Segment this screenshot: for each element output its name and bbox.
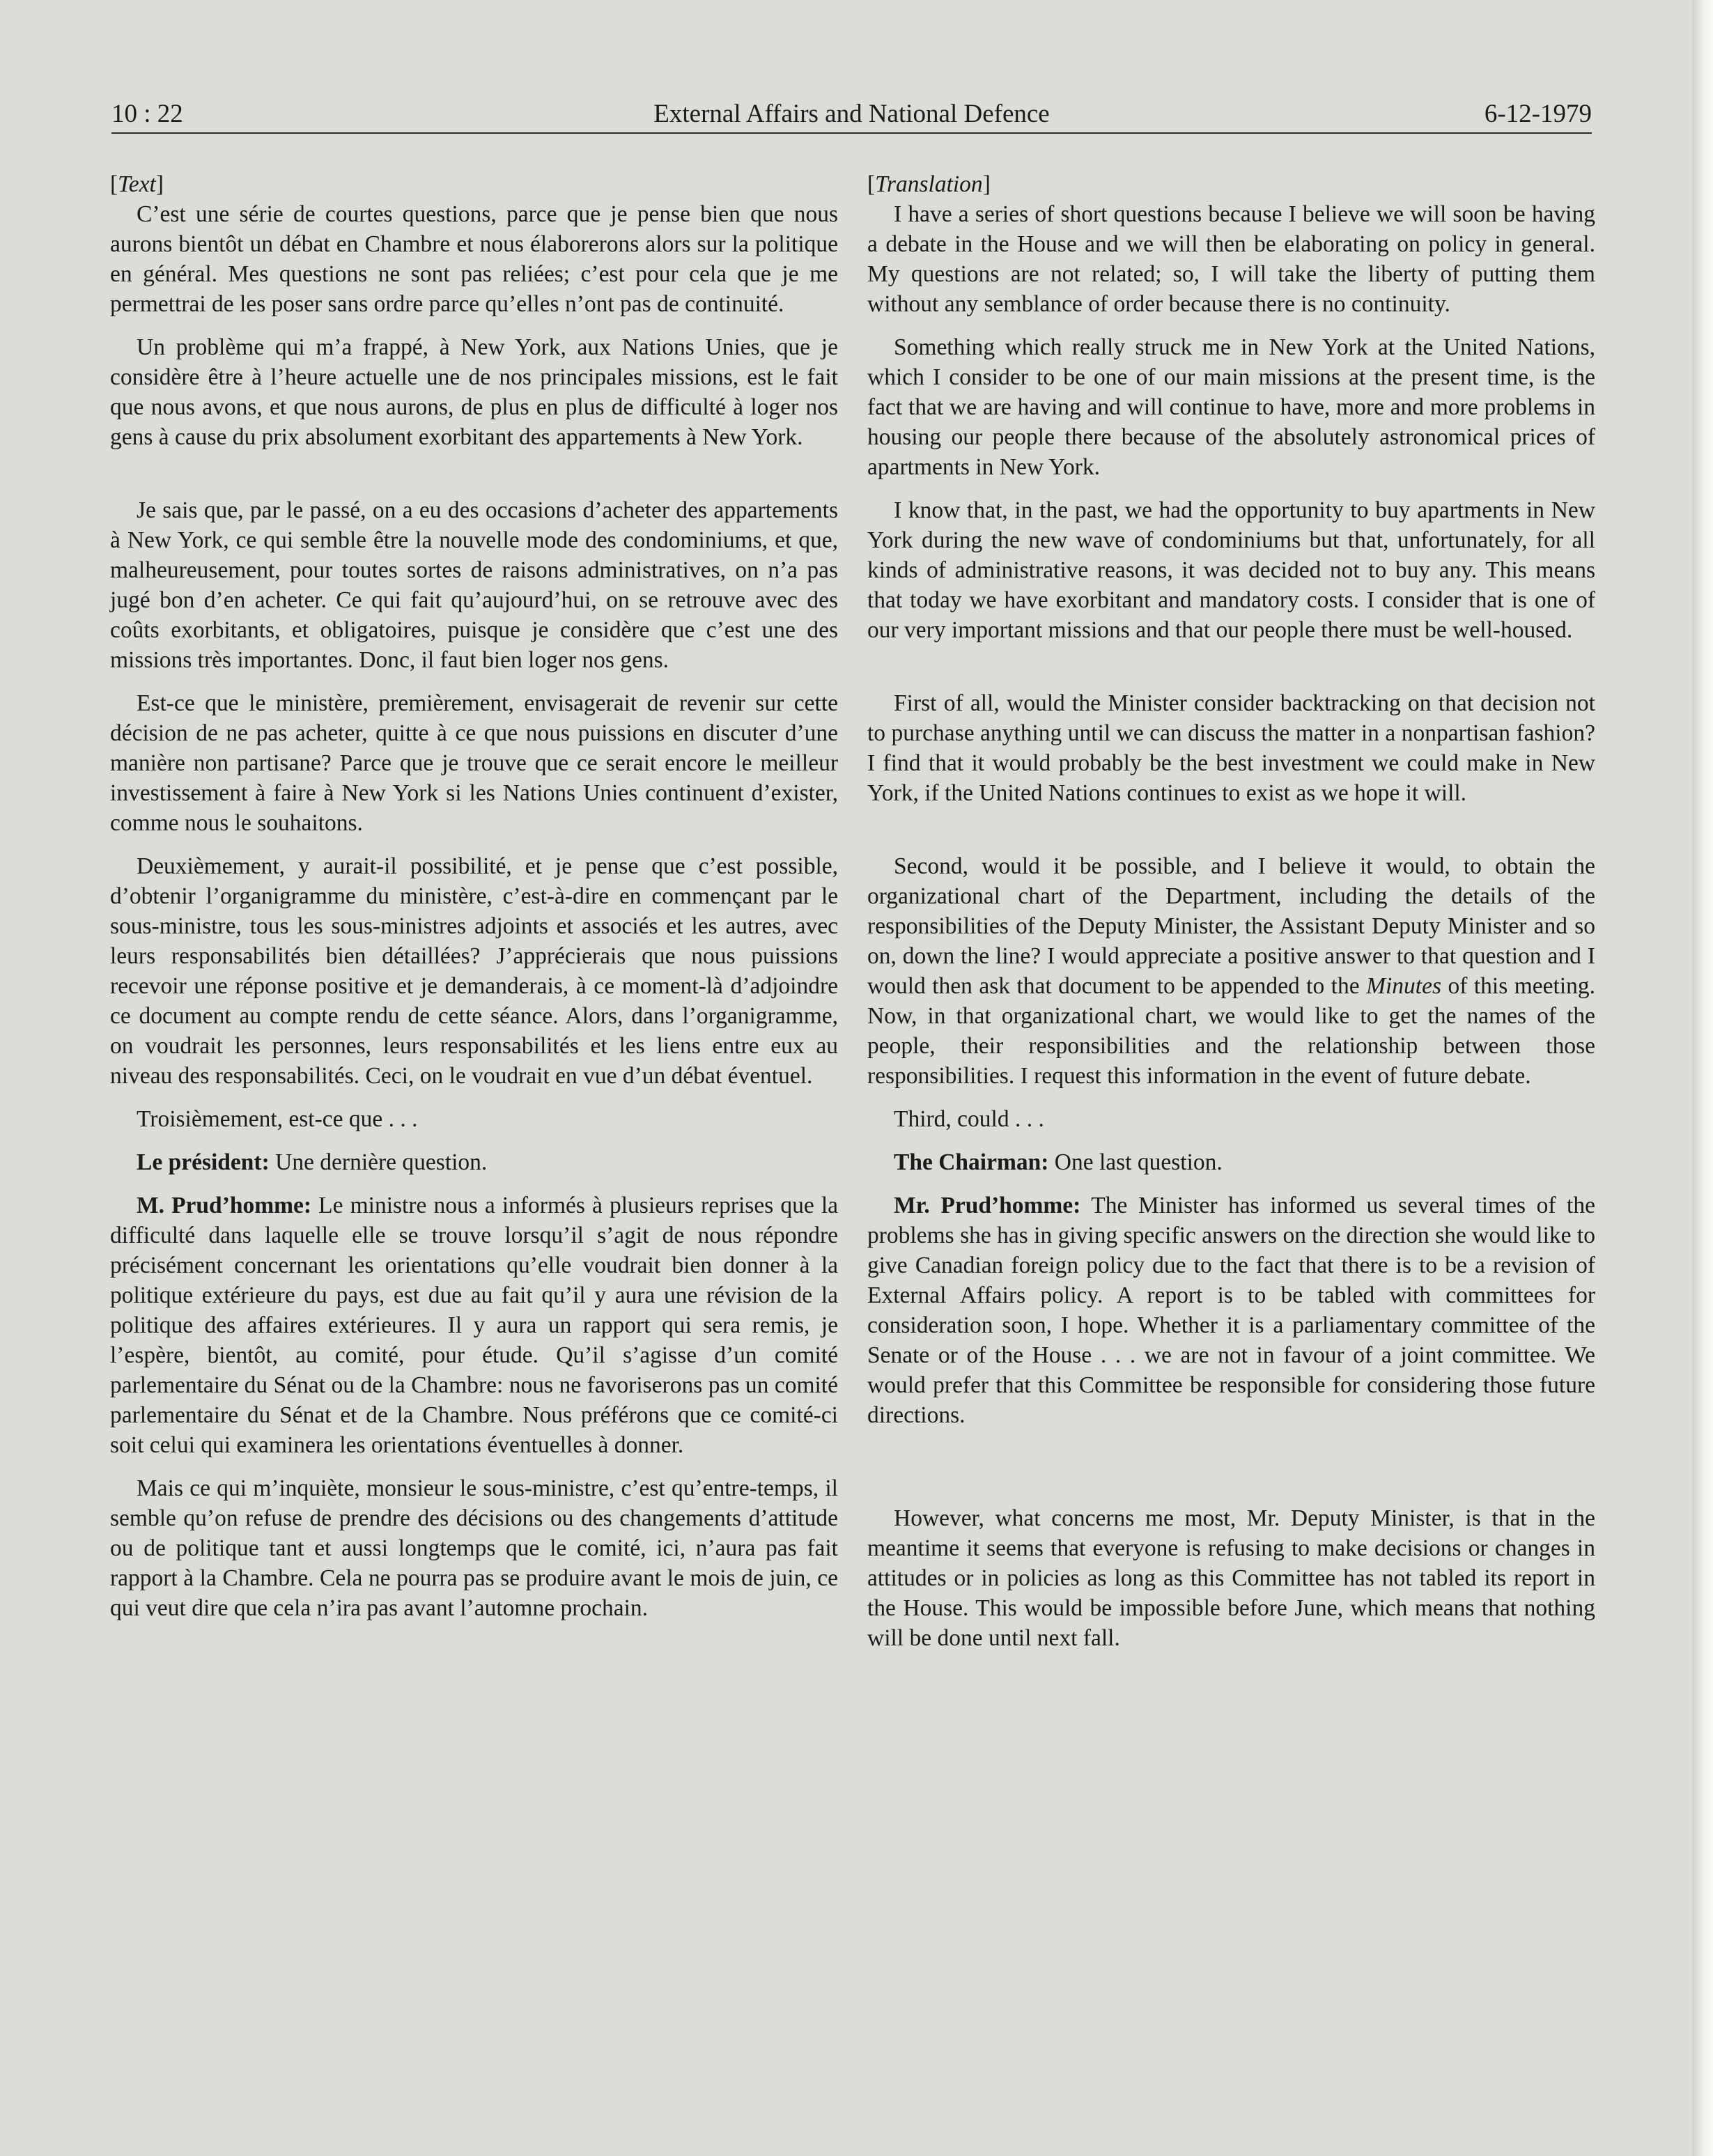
paragraph-text: Second, would it be possible, and I believe it would, to obtain the organizational chart of the Department, including the details of the responsibilities of the Deputy Minister, the Assistant Deputy Minister and so on, down the line? I would appreciate a positive answer to that question and I would then ask that document to be appended to the <box>867 853 1595 999</box>
paragraph: First of all, would the Minister consider backtracking on that decision not to purchase anything until we can discuss the matter in a nonpartisan fashion? I find that it would probably be the best investment we could make in New York, if the United Nations continues to exist as we hope it will. <box>867 690 1595 806</box>
speaker-name: Mr. Prud’homme: <box>894 1193 1081 1218</box>
speaker-text: One last question. <box>1048 1149 1223 1175</box>
paragraph: Un problème qui m’a frappé, à New York, aux Nations Unies, que je considère être à l’heure actuelle une de nos principales missions, est le fait que nous avons, et que nous aurons, de plus en plus de difficulté à loger nos gens à cause du prix absolument exorbitant des appartements à New York. <box>110 334 838 450</box>
paragraph: I have a series of short questions because I believe we will soon be having a debate in the House and we will then be elaborating on policy in general. My questions are not related; so, I will take the liberty of putting them without any semblance of order because there is no continuity. <box>867 201 1595 317</box>
header-title: External Affairs and National Defence <box>653 100 1050 128</box>
speaker-paragraph <box>110 1147 838 1177</box>
speaker-text: Une dernière question. <box>269 1149 488 1175</box>
paragraph: I know that, in the past, we had the opportunity to buy apartments in New York during the new wave of condominiums but that, unfortunately, for all kinds of administrative reasons, it was decided not to buy any. This means that today we have exorbitant and mandatory costs. I consider that is one of our very important missions and that our people there must be well-housed. <box>867 497 1595 643</box>
column-tag: [Translation] <box>867 171 991 197</box>
running-header <box>111 96 1592 134</box>
speaker-paragraph <box>867 1147 1595 1177</box>
header-date: 6-12-1979 <box>1484 100 1592 128</box>
paragraph: Troisièmement, est-ce que . . . <box>137 1106 418 1132</box>
speaker-text: Le ministre nous a informés à plusieurs reprises que la difficulté dans laquelle elle se trouve lorsqu’il s’agit de nous répondre précisément concernant les orientations qu’elle voudrait bien donner à la politique extérieure du pays, est due au fait qu’il y aura une révision de la politique des affaires extérieures. Il y aura un rapport qui sera remis, je l’espère, bientôt, au comité, pour étude. Qu’il s’agisse d’un comité parlementaire du Sénat ou de la Chambre: nous ne favoriserons pas un comité parlementaire du Sénat et de la Chambre. Nous préférons que ce comité-ci soit celui qui examinera les orientations éventuelles à donner. <box>110 1193 838 1458</box>
speaker-name: Le président: <box>137 1149 270 1175</box>
page-number: 10 : 22 <box>111 100 183 128</box>
speaker-text: The Minister has informed us several times of the problems she has in giving specific answers on the direction she would like to give Canadian foreign policy due to the fact that there is to be a revision of External Affairs policy. A report is to be tabled with committees for consideration soon, I hope. Whether it is a parliamentary committee of the Senate or of the House . . . we are not in favour of a joint committee. We would prefer that this Committee be responsible for considering those future directions. <box>867 1193 1595 1428</box>
paragraph: Deuxièmement, y aurait-il possibilité, et je pense que c’est possible, d’obtenir l’organigramme du ministère, c’est-à-dire en commençant par le sous-ministre, tous les sous-ministres adjoints et associés et les autres, avec leurs responsabilités bien détaillées? J’apprécierais que nous puissions recevoir une réponse positive et je demanderais, à ce moment-là d’adjoindre ce document au compte rendu de cette séance. Alors, dans l’organigramme, on voudrait les personnes, leurs responsabilités et les liens entre eux au niveau des responsabilités. Ceci, on le voudrait en vue d’un débat éventuel. <box>110 853 838 1089</box>
french-column <box>110 169 838 1980</box>
paragraph <box>867 851 1595 1091</box>
speaker-paragraph <box>110 1191 838 1460</box>
paragraph: Something which really struck me in New York at the United Nations, which I consider to be one of our main missions at the present time, is the fact that we are having and will continue to have, more and more problems in housing our people there because of the absolutely astronomical prices of apartments in New York. <box>867 334 1595 480</box>
paragraph-text: of this meeting. Now, in that organizational chart, we would like to get the names of the people, their responsibilities and the relationship between those responsibilities. I request this information in the event of future debate. <box>867 973 1595 1089</box>
speaker-name: M. Prud’homme: <box>137 1193 312 1218</box>
english-column <box>867 169 1595 1980</box>
speaker-paragraph <box>867 1191 1595 1430</box>
speaker-name: The Chairman: <box>894 1149 1049 1175</box>
page-edge <box>1692 0 1713 2156</box>
paragraph: Third, could . . . <box>894 1106 1044 1132</box>
paragraph: Je sais que, par le passé, on a eu des occasions d’acheter des appartements à New York, ce qui semble être la nouvelle mode des condominiums, et que, malheureusement, pour toutes sortes de raisons administratives, on n’a pas jugé bon d’en acheter. Ce qui fait qu’aujourd’hui, on se retrouve avec des coûts exorbitants, et obligatoires, puisque je considère que c’est une des missions très importantes. Donc, il faut bien loger nos gens. <box>110 497 838 673</box>
paragraph: However, what concerns me most, Mr. Deputy Minister, is that in the meantime it seems that everyone is refusing to make decisions or changes in attitudes or in policies as long as this Committee has not tabled its report in the House. This would be impossible before June, which means that nothing will be done until next fall. <box>867 1505 1595 1651</box>
column-tag-text: Translation <box>875 171 983 197</box>
paragraph: Est-ce que le ministère, premièrement, envisagerait de revenir sur cette décision de ne pas acheter, quitte à ce que nous puissions en discuter d’une manière non partisane? Parce que je trouve que ce serait encore le meilleur investissement à faire à New York si les Nations Unies continuent d’exister, comme nous le souhaitons. <box>110 690 838 836</box>
column-tag-text: Text <box>118 171 156 197</box>
paragraph: Mais ce qui m’inquiète, monsieur le sous-ministre, c’est qu’entre-temps, il semble qu’on refuse de prendre des décisions ou des changements d’attitude ou de politique tant et aussi longtemps que le comité, ici, n’aura pas fait rapport à la Chambre. Cela ne pourra pas se produire avant le mois de juin, ce qui veut dire que cela n’ira pas avant l’automne prochain. <box>110 1475 838 1621</box>
column-tag: [Text] <box>110 171 164 197</box>
paragraph: C’est une série de courtes questions, parce que je pense bien que nous aurons bientôt un débat en Chambre et nous élaborerons alors sur la politique en général. Mes questions ne sont pas reliées; c’est pour cela que je me permettrai de les poser sans ordre parce qu’elles n’ont pas de continuité. <box>110 201 838 317</box>
minutes-italic: Minutes <box>1366 973 1442 999</box>
